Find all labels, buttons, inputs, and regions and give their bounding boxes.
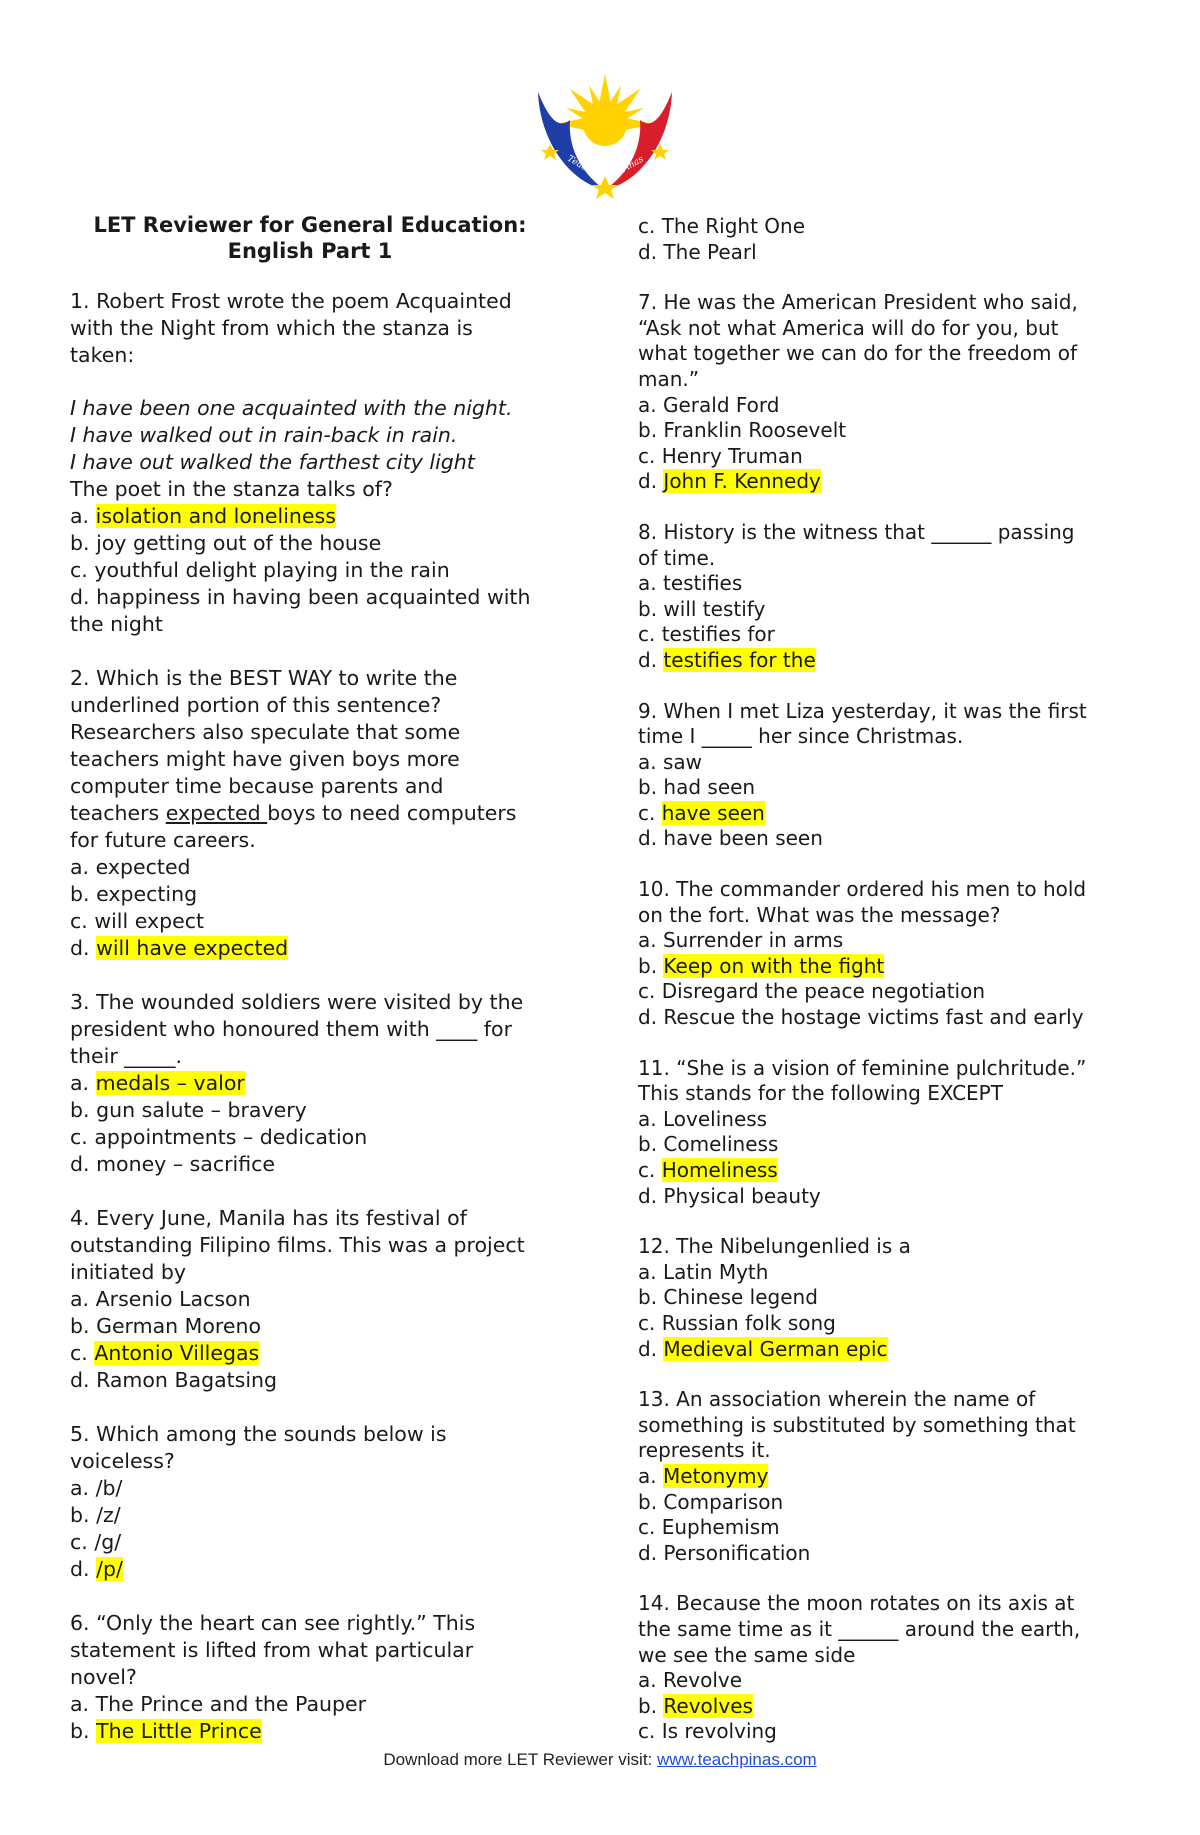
choice-c: c. will expect: [70, 909, 205, 933]
question-11: 11. “She is a vision of feminine pulchritude.” This stands for the following EXCEPT a. Loveliness b. Comeliness c. Homeliness d. Physical beauty: [638, 1056, 1138, 1210]
choice-b: b. Comparison: [638, 1489, 784, 1514]
choice-c: c. Russian folk song: [638, 1310, 836, 1335]
footer-label: Download more LET Reviewer visit:: [383, 1750, 657, 1769]
choice-d: d. have been seen: [638, 826, 823, 851]
choice-b: b. Chinese legend: [638, 1285, 818, 1310]
choice-a: a. Revolve: [638, 1668, 743, 1693]
choice-a: a. Gerald Ford: [638, 392, 780, 417]
choice-c: c. /g/: [70, 1530, 122, 1554]
choice-d: d. money – sacrifice: [70, 1152, 276, 1176]
footer-link[interactable]: www.teachpinas.com: [657, 1750, 817, 1769]
question-5: 5. Which among the sounds below is voiceless? a. /b/ b. /z/ c. /g/ d. /p/: [70, 1421, 570, 1583]
choice-b: b. gun salute – bravery: [70, 1098, 307, 1122]
choice-d: d. The Pearl: [638, 239, 757, 264]
choice-a: a. testifies: [638, 571, 743, 596]
correct-answer: The Little Prince: [96, 1719, 262, 1743]
choice-d: d. John F. Kennedy: [638, 469, 821, 494]
choice-c: c. have seen: [638, 800, 765, 825]
choice-a: a. Surrender in arms: [638, 928, 844, 953]
choice-c: c. Euphemism: [638, 1515, 780, 1540]
correct-answer: will have expected: [96, 936, 289, 960]
logo-text-pinas: Pinas: [619, 154, 646, 176]
choice-a: a. The Prince and the Pauper: [70, 1692, 367, 1716]
correct-answer: John F. Kennedy: [663, 469, 821, 494]
choice-c: c. Homeliness: [638, 1158, 778, 1182]
correct-answer: /p/: [96, 1557, 123, 1581]
choice-a: a. medals – valor: [70, 1071, 245, 1095]
left-column: [70, 212, 570, 1772]
teachpinas-logo: [530, 72, 680, 204]
choice-a: a. Loveliness: [638, 1106, 768, 1131]
choice-b: b. Comeliness: [638, 1132, 779, 1157]
correct-answer: isolation and loneliness: [95, 504, 336, 528]
choice-d: d. Ramon Bagatsing: [70, 1368, 278, 1392]
question-12: 12. The Nibelungenlied is a a. Latin Myth b. Chinese legend c. Russian folk song d. Medieval German epic: [638, 1234, 1138, 1362]
page-title: LET Reviewer for General Education: English Part 1: [93, 213, 527, 263]
question-7: 7. He was the American President who said, “Ask not what America will do for you, but what together we can do for the freedom of man.” a. Gerald Ford b. Franklin Roosevelt c. Henry Truman d. John F. Kennedy: [638, 290, 1138, 495]
question-13: 13. An association wherein the name of something is substituted by something that represents it. a. Metonymy b. Comparison c. Euphemism d. Personification: [638, 1387, 1138, 1566]
correct-answer: Antonio Villegas: [94, 1341, 260, 1365]
choice-c: c. Antonio Villegas: [70, 1341, 260, 1365]
correct-answer: have seen: [661, 800, 765, 825]
choice-d: d. Personification: [638, 1540, 811, 1565]
question-6: 6. “Only the heart can see rightly.” This statement is lifted from what particular novel? a. The Prince and the Pauper b. The Little Prince: [70, 1610, 570, 1745]
question-14: 14. Because the moon rotates on its axis at the same time as it ______ around the earth, we see the same side a. Revolve b. Revolves c. Is revolving: [638, 1591, 1138, 1745]
choice-b: b. The Little Prince: [70, 1719, 262, 1743]
question-4: 4. Every June, Manila has its festival of outstanding Filipino films. This was a project initiated by a. Arsenio Lacson b. German Moreno c. Antonio Villegas d. Ramon Bagatsing: [70, 1205, 570, 1394]
correct-answer: Medieval German epic: [663, 1336, 888, 1361]
choice-b: b. joy getting out of the house: [70, 531, 382, 555]
question-2: 2. Which is the BEST WAY to write the underlined portion of this sentence? Researchers also speculate that some teachers might have given boys more computer time because parents and teachers expected boys to need computers for future careers. a. expected b. expecting c. will expect d. will have expected: [70, 665, 570, 962]
choice-b: b. German Moreno: [70, 1314, 262, 1338]
choice-b: b. Revolves: [638, 1693, 753, 1718]
correct-answer: medals – valor: [95, 1071, 245, 1095]
choice-d: d. Rescue the hostage victims fast and early: [638, 1005, 1084, 1030]
correct-answer: Homeliness: [661, 1158, 778, 1182]
question-8: 8. History is the witness that ______ passing of time. a. testifies b. will testify c. testifies for d. testifies for the: [638, 520, 1138, 674]
correct-answer: testifies for the: [663, 647, 816, 672]
choice-a: a. isolation and loneliness: [70, 504, 336, 528]
choice-c: c. Henry Truman: [638, 443, 803, 468]
correct-answer: Metonymy: [662, 1463, 769, 1488]
choice-c: c. youthful delight playing in the rain: [70, 558, 450, 582]
choice-a: a. Metonymy: [638, 1463, 769, 1488]
question-9: 9. When I met Liza yesterday, it was the first time I _____ her since Christmas. a. saw b. had seen c. have seen d. have been seen: [638, 699, 1138, 853]
choice-b: b. expecting: [70, 882, 198, 906]
sun-flag-icon: [530, 72, 680, 204]
question-3: 3. The wounded soldiers were visited by the president who honoured them with ____ for their _____. a. medals – valor b. gun salute – bravery c. appointments – dedication d. money – sacrifice: [70, 989, 570, 1178]
choice-d: d. testifies for the: [638, 647, 816, 672]
question-10: 10. The commander ordered his men to hold on the fort. What was the message? a. Surrender in arms b. Keep on with the fight c. Disregard the peace negotiation d. Rescue the hostage victims fast and early: [638, 877, 1138, 1031]
choice-d: d. will have expected: [70, 936, 289, 960]
choice-a: a. Arsenio Lacson: [70, 1287, 251, 1311]
choice-d: d. /p/: [70, 1557, 123, 1581]
choice-c: c. Disregard the peace negotiation: [638, 979, 986, 1004]
choice-b: b. /z/: [70, 1503, 121, 1527]
choice-c: c. testifies for: [638, 622, 775, 647]
choice-b: b. had seen: [638, 775, 756, 800]
choice-b: b. Keep on with the fight: [638, 953, 885, 978]
footer: [0, 1750, 1200, 1770]
logo-text-teach: Teach: [565, 153, 594, 177]
underlined-portion: expected: [165, 801, 268, 825]
question-1: 1. Robert Frost wrote the poem Acquainted with the Night from which the stanza is taken: I have been one acquainted with the night. I have walked out in rain-back in rain. I have out walked the farthest city light The poet in the stanza talks of? a. isolation and loneliness b. joy getting out of the house c. youthful delight playing in the rain d. happiness in having been acquainted with the night: [70, 288, 570, 638]
choice-d: d. happiness in having been acquainted with: [70, 585, 531, 609]
choice-d: d. Medieval German epic: [638, 1336, 888, 1361]
choice-a: a. Latin Myth: [638, 1259, 769, 1284]
choice-c: c. The Right One: [638, 214, 806, 238]
choice-a: a. expected: [70, 855, 191, 879]
choice-a: a. /b/: [70, 1476, 123, 1500]
question-6-continued: [638, 214, 1138, 265]
poem-stanza: I have been one acquainted with the night. I have walked out in rain-back in rain. I have out walked the farthest city light: [70, 396, 513, 474]
choice-b: b. will testify: [638, 596, 766, 621]
choice-c: c. Is revolving: [638, 1719, 777, 1744]
choice-b: b. Franklin Roosevelt: [638, 418, 847, 443]
choice-a: a. saw: [638, 749, 703, 774]
correct-answer: Keep on with the fight: [663, 953, 885, 978]
choice-d: d. Physical beauty: [638, 1183, 821, 1208]
right-column: [638, 214, 1138, 1770]
choice-c: c. appointments – dedication: [70, 1125, 368, 1149]
correct-answer: Revolves: [663, 1693, 753, 1718]
